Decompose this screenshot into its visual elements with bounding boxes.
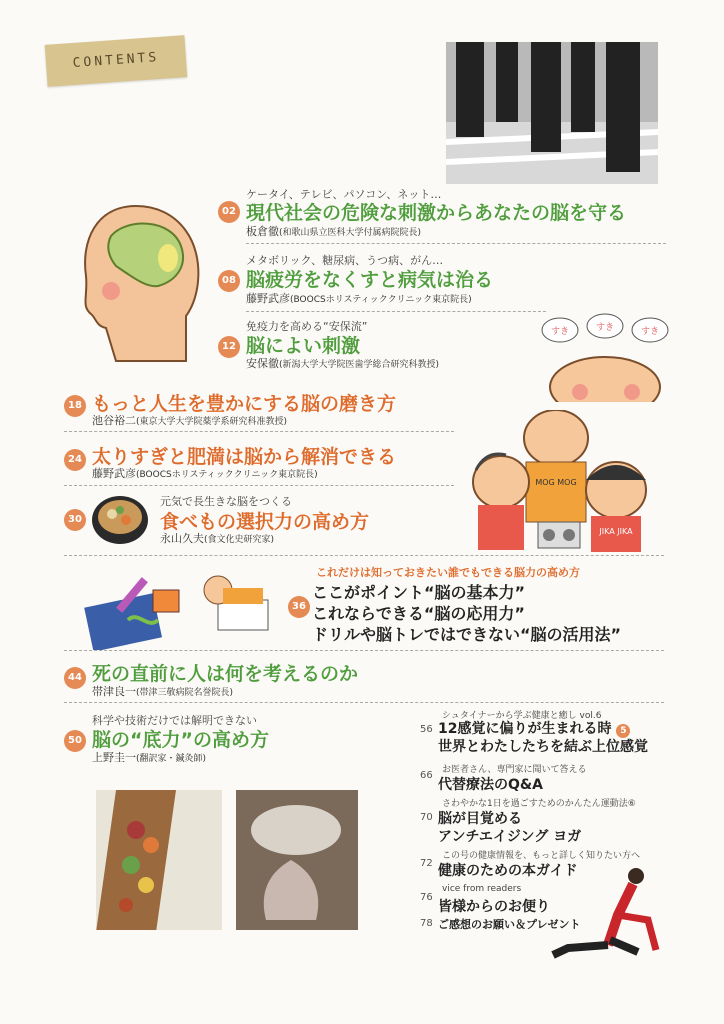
article-author <box>160 530 274 546</box>
page-number-badge: 24 <box>64 449 86 471</box>
page-number-badge: 08 <box>218 270 240 292</box>
article-author <box>92 683 233 699</box>
divider <box>64 650 664 651</box>
author-name: 永山久夫 <box>160 532 204 545</box>
article-author <box>246 290 472 306</box>
article-title[interactable]: 脳によい刺激 <box>246 335 361 357</box>
page-number-badge: 50 <box>64 730 86 752</box>
author-affiliation: (東京大学大学院薬学系研究科准教授) <box>136 417 288 427</box>
author-affiliation: (帯津三敬病院名誉院長) <box>136 688 234 698</box>
article-title-line[interactable]: ここがポイント“脳の基本力” <box>312 583 526 602</box>
article-author <box>92 749 206 765</box>
divider <box>64 555 664 556</box>
article-title[interactable]: 太りすぎと肥満は脳から解消できる <box>92 446 397 468</box>
author-name: 板倉徹 <box>246 225 279 238</box>
sidebar-title-line[interactable]: 世界とわたしたちを結ぶ上位感覚 <box>438 739 648 755</box>
page-number-badge: 30 <box>64 509 86 531</box>
vegetables-photo <box>96 790 222 930</box>
thinking-face-illustration <box>540 312 670 402</box>
soup-bowl-illustration <box>90 490 150 550</box>
article-title[interactable]: 食べもの選択力の高め方 <box>160 511 370 533</box>
article-author <box>246 355 439 371</box>
author-affiliation: (翻訳家・鍼灸師) <box>136 754 207 764</box>
author-name: 安保徹 <box>246 357 279 370</box>
shell-photo <box>236 790 358 930</box>
article-author <box>246 223 421 239</box>
page-number-badge: 12 <box>218 336 240 358</box>
sidebar-page-number: 76 <box>420 892 433 903</box>
speech-bubble-text: すき <box>595 323 615 333</box>
author-affiliation: (食文化史研究家) <box>204 535 275 545</box>
sidebar-page-number: 56 <box>420 724 433 735</box>
author-affiliation: (和歌山県立医科大学付属病院院長) <box>279 228 422 238</box>
sidebar-title-line[interactable]: ご感想のお願い＆プレゼント <box>438 918 581 931</box>
article-kicker: ケータイ、テレビ、パソコン、ネット… <box>246 188 442 201</box>
article-title[interactable]: 現代社会の危険な刺激からあなたの脳を守る <box>246 202 627 224</box>
divider <box>246 311 546 312</box>
speech-bubble-text: すき <box>640 327 660 337</box>
page-number-badge: 02 <box>218 201 240 223</box>
author-affiliation: (BOOCSホリスティッククリニック東京院長) <box>290 295 472 305</box>
sidebar-kicker: お医者さん、専門家に聞いて答える <box>442 765 587 775</box>
sidebar-title-line[interactable]: アンチエイジング ヨガ <box>438 829 582 845</box>
sidebar-page-number: 66 <box>420 770 433 781</box>
sidebar-title-line[interactable]: 代替療法のQ&A <box>438 777 543 793</box>
sidebar-title-line[interactable] <box>438 718 630 738</box>
article-title-line[interactable]: これならできる“脳の応用力” <box>312 604 525 623</box>
sidebar-title-text: 12感覚に偏りが生まれる時 <box>438 721 612 737</box>
kids-radio-illustration <box>466 410 666 555</box>
article-title[interactable]: 死の直前に人は何を考えるのか <box>92 663 359 685</box>
article-kicker: 元気で長生きな脳をつくる <box>160 495 292 508</box>
author-affiliation: (BOOCSホリスティッククリニック東京院長) <box>136 470 318 480</box>
divider <box>64 485 454 486</box>
article-title[interactable]: もっと人生を豊かにする脳の磨き方 <box>92 393 397 415</box>
article-title[interactable]: 脳の“底力”の高め方 <box>92 729 269 751</box>
article-kicker: 免疫力を高める“安保流” <box>246 320 368 333</box>
author-name: 池谷裕二 <box>92 414 136 427</box>
sidebar-title-line[interactable]: 皆様からのお便り <box>438 899 550 915</box>
page-number-badge: 36 <box>288 596 310 618</box>
article-kicker: これだけは知っておきたい誰でもできる脳力の高め方 <box>316 566 580 579</box>
sidebar-kicker: vice from readers <box>442 884 522 894</box>
article-kicker: 科学や技術だけでは解明できない <box>92 714 257 727</box>
sidebar-page-number: 72 <box>420 858 433 869</box>
page-number-badge: 44 <box>64 667 86 689</box>
author-affiliation: (新潟大学大学院医歯学総合研究科教授) <box>279 360 440 370</box>
shirt-label: MOG MOG <box>535 478 577 487</box>
brain-head-illustration <box>76 196 206 366</box>
part-number-badge: 5 <box>616 724 630 738</box>
article-title-line[interactable]: ドリルや脳トレではできない“脳の活用法” <box>312 625 622 644</box>
author-name: 帯津良一 <box>92 685 136 698</box>
sidebar-title-line[interactable]: 脳が目覚める <box>438 811 522 827</box>
sidebar-title-line[interactable]: 健康のための本ガイド <box>438 863 578 879</box>
divider <box>64 431 454 432</box>
sidebar-page-number: 70 <box>420 812 433 823</box>
article-title[interactable]: 脳疲労をなくすと病気は治る <box>246 269 494 291</box>
article-kicker: メタボリック、糖尿病、うつ病、がん… <box>246 254 444 267</box>
author-name: 藤野武彦 <box>92 467 136 480</box>
article-author <box>92 465 318 481</box>
divider <box>246 243 666 244</box>
contents-label: CONTENTS <box>72 49 160 72</box>
drawing-child-illustration <box>68 560 288 650</box>
author-name: 藤野武彦 <box>246 292 290 305</box>
sidebar-kicker: この号の健康情報を、もっと詳しく知りたい方へ <box>442 851 641 861</box>
article-author <box>92 412 287 428</box>
page-number-badge: 18 <box>64 395 86 417</box>
author-name: 上野圭一 <box>92 751 136 764</box>
contents-tape-label <box>45 35 188 87</box>
shirt-label: JIKA JIKA <box>599 527 633 536</box>
speech-bubble-text: すき <box>550 327 570 337</box>
yoga-woman-photo <box>548 860 668 960</box>
sidebar-page-number: 78 <box>420 918 433 929</box>
sidebar-kicker: シュタイナーから学ぶ健康と癒し vol.6 <box>442 711 602 721</box>
sidebar-kicker: さわやかな1日を過ごすためのかんたん運動法⑥ <box>442 799 636 809</box>
crowd-photo <box>446 42 658 184</box>
